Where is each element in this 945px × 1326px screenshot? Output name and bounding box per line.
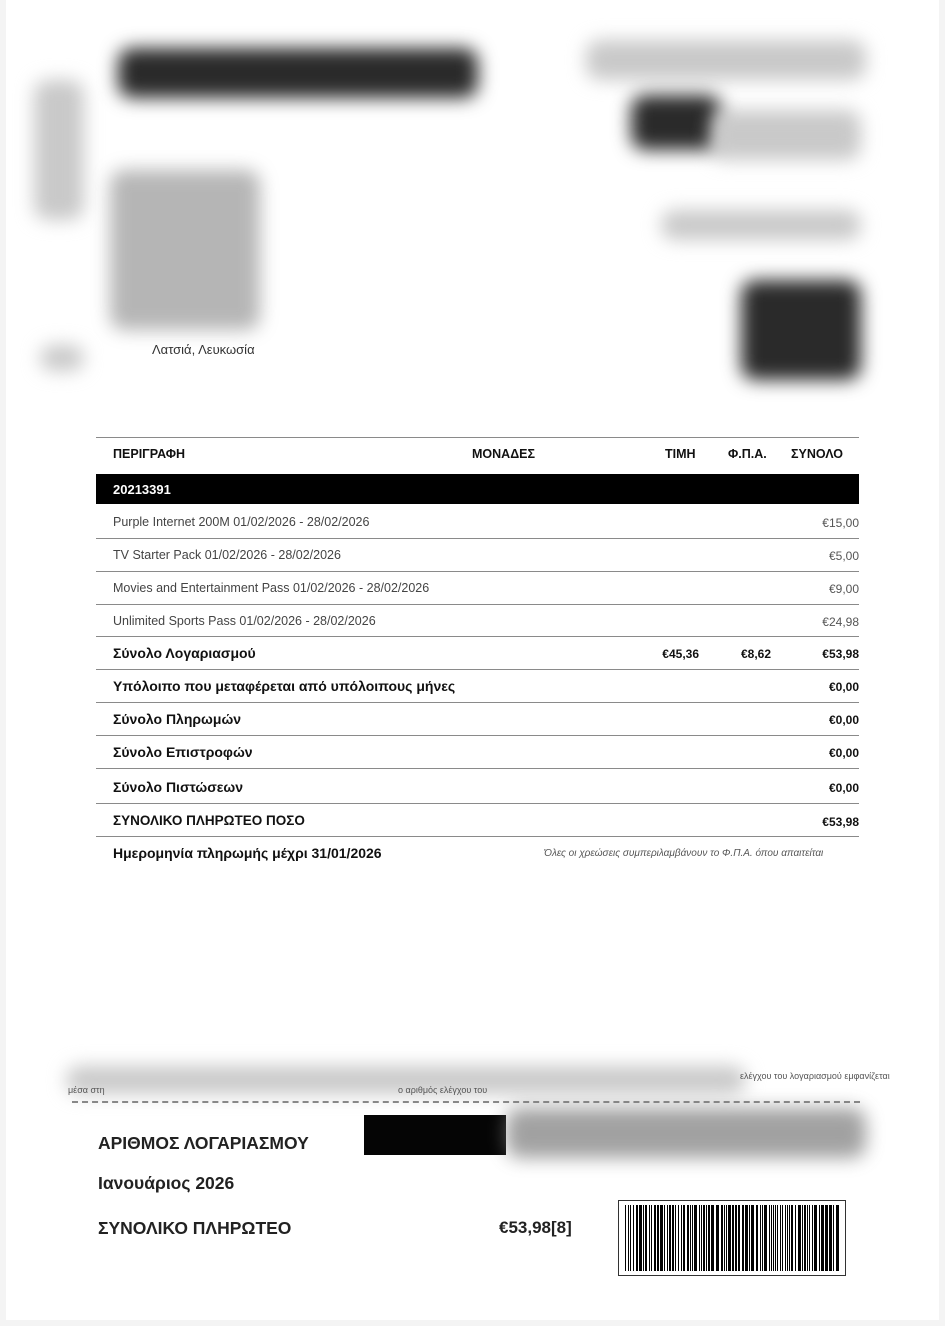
header-total: ΣΥΝΟΛΟ [791, 447, 843, 461]
table-row [96, 604, 859, 637]
summary-label: Σύνολο Πληρωμών [113, 711, 242, 727]
redacted-address-block [110, 170, 260, 330]
summary-row [96, 735, 859, 768]
item-total: €24,98 [822, 615, 859, 629]
summary-row [96, 702, 859, 735]
redacted-header-right [586, 40, 866, 80]
slip-total-label: ΣΥΝΟΛΙΚΟ ΠΛΗΡΩΤΕΟ [98, 1218, 292, 1238]
item-description: Unlimited Sports Pass 01/02/2026 - 28/02/2026 [113, 614, 376, 628]
slip-notice-right: ελέγχου του λογαριασμού εμφανίζεται [740, 1071, 890, 1081]
account-number: 20213391 [113, 482, 171, 497]
table-bottom-rule [96, 836, 859, 837]
table-row [96, 505, 859, 538]
item-description: TV Starter Pack 01/02/2026 - 28/02/2026 [113, 548, 341, 562]
barcode-bars [623, 1205, 841, 1271]
header-description: ΠΕΡΙΓΡΑΦΗ [113, 447, 186, 461]
header-vat: Φ.Π.Α. [728, 447, 767, 461]
redacted-brand-mark [631, 95, 721, 150]
due-date: Ημερομηνία πληρωμής μέχρι 31/01/2026 [113, 845, 382, 861]
summary-total: €0,00 [828, 746, 859, 760]
item-total: €9,00 [828, 582, 859, 596]
summary-total: €0,00 [828, 680, 859, 694]
grand-total-label: ΣΥΝΟΛΙΚΟ ΠΛΗΡΩΤΕΟ ΠΟΣΟ [113, 813, 305, 828]
redacted-side-marks [34, 80, 84, 220]
barcode [618, 1200, 846, 1276]
account-total-row [96, 636, 859, 669]
slip-total-amount: €53,98[8] [499, 1218, 572, 1237]
slip-period: Ιανουάριος 2026 [98, 1173, 235, 1193]
header-units: ΜΟΝΑΔΕΣ [472, 447, 536, 461]
account-total-label: Σύνολο Λογαριασμού [113, 645, 256, 661]
redacted-contact-right [661, 210, 861, 240]
summary-label: Σύνολο Πιστώσεων [113, 779, 244, 795]
redacted-company-logo [118, 48, 478, 98]
vat-note: Όλες οι χρεώσεις συμπεριλαμβάνουν το Φ.Π.Α. όπου απαιτείται [544, 848, 824, 859]
table-row [96, 571, 859, 604]
redacted-qr-code [741, 280, 861, 380]
header-price: ΤΙΜΗ [665, 447, 696, 461]
item-total: €15,00 [822, 516, 859, 530]
redacted-side-mark-lower [40, 345, 84, 371]
grand-total-row [96, 804, 859, 837]
account-total-amount: €53,98 [822, 647, 859, 661]
table-row [96, 538, 859, 571]
invoice-page [6, 0, 939, 1320]
redacted-account-box [364, 1115, 506, 1155]
row-rule [96, 768, 859, 769]
summary-row [96, 669, 859, 702]
summary-total: €0,00 [828, 781, 859, 795]
redacted-slip-account-number [506, 1108, 866, 1158]
account-number-bar [96, 474, 859, 504]
account-total-vat: €8,62 [740, 647, 771, 661]
item-description: Movies and Entertainment Pass 01/02/2026 - 28/02/2026 [113, 581, 430, 595]
table-top-rule [96, 437, 859, 438]
slip-notice-left: μέσα στη [68, 1085, 105, 1095]
summary-row [96, 770, 859, 803]
tear-line [72, 1101, 860, 1103]
grand-total-amount: €53,98 [822, 815, 859, 829]
summary-label: Υπόλοιπο που μεταφέρεται από υπόλοιπους μήνες [113, 678, 456, 694]
summary-label: Σύνολο Επιστροφών [113, 744, 253, 760]
summary-total: €0,00 [828, 713, 859, 727]
slip-account-label: ΑΡΙΘΜΟΣ ΛΟΓΑΡΙΑΣΜΟΥ [98, 1133, 309, 1153]
item-description: Purple Internet 200M 01/02/2026 - 28/02/2026 [113, 515, 370, 529]
slip-notice-mid: ο αριθμός ελέγχου του [398, 1085, 488, 1095]
account-total-price: €45,36 [662, 647, 699, 661]
address-city-line: Λατσιά, Λευκωσία [152, 342, 255, 357]
redacted-info-right [711, 110, 861, 160]
item-total: €5,00 [828, 549, 859, 563]
